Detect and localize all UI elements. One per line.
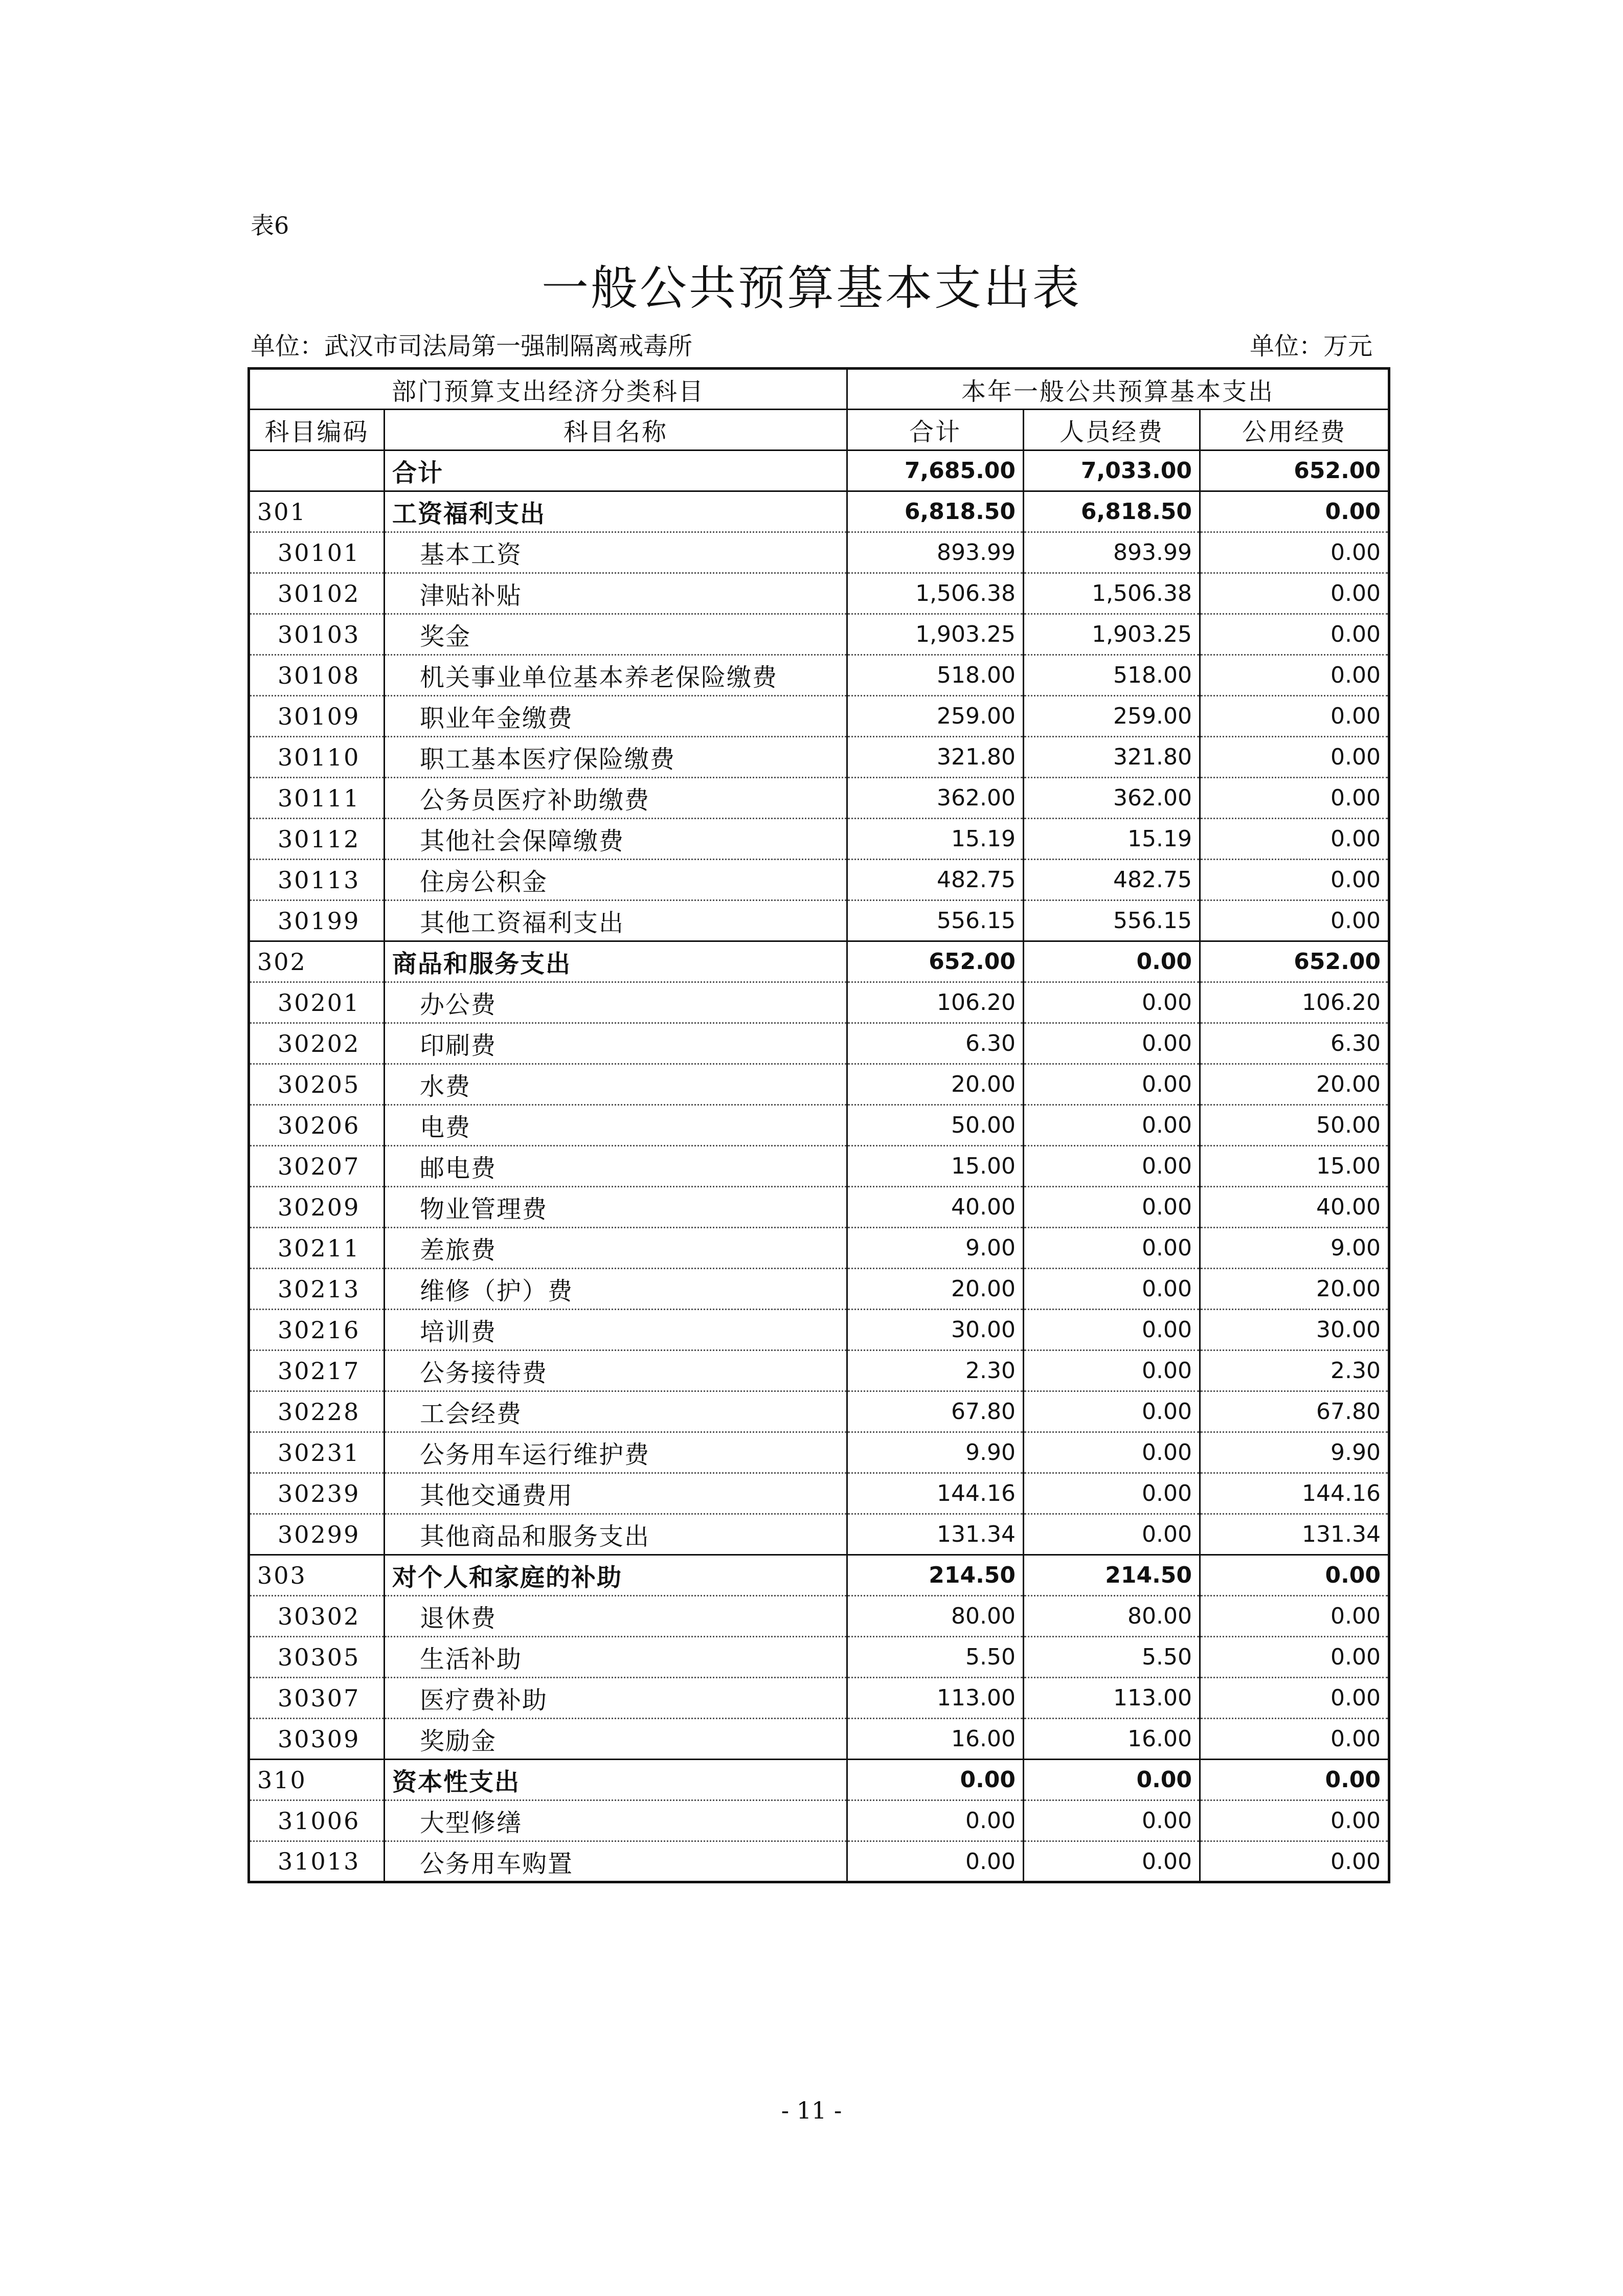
public-cell: 0.00 (1200, 1760, 1389, 1800)
personnel-cell: 518.00 (1024, 655, 1200, 696)
code-cell: 302 (249, 941, 385, 982)
name-cell: 商品和服务支出 (385, 941, 847, 982)
public-cell: 0.00 (1200, 1555, 1389, 1596)
name-cell: 其他交通费用 (385, 1473, 847, 1514)
name-cell: 公务接待费 (385, 1350, 847, 1391)
total-cell: 15.19 (847, 819, 1024, 860)
total-cell: 0.00 (847, 1760, 1024, 1800)
code-cell: 30109 (249, 696, 385, 737)
total-cell: 6,818.50 (847, 491, 1024, 532)
personnel-cell: 0.00 (1024, 1269, 1200, 1310)
table-row (249, 1350, 1389, 1391)
personnel-cell: 482.75 (1024, 860, 1200, 901)
code-cell: 30302 (249, 1596, 385, 1637)
total-cell: 20.00 (847, 1269, 1024, 1310)
code-cell: 30209 (249, 1187, 385, 1228)
table-row (249, 1391, 1389, 1432)
total-cell: 9.90 (847, 1432, 1024, 1473)
table-row (249, 860, 1389, 901)
personnel-cell: 259.00 (1024, 696, 1200, 737)
table-row (249, 1678, 1389, 1719)
code-cell: 30299 (249, 1514, 385, 1555)
personnel-cell: 0.00 (1024, 1146, 1200, 1187)
name-cell: 生活补助 (385, 1637, 847, 1678)
personnel-cell: 214.50 (1024, 1555, 1200, 1596)
total-cell: 30.00 (847, 1310, 1024, 1350)
public-cell: 652.00 (1200, 451, 1389, 491)
organization-unit: 单位：武汉市司法局第一强制隔离戒毒所 (251, 332, 693, 361)
total-cell: 362.00 (847, 778, 1024, 819)
table-row (249, 1064, 1389, 1105)
code-cell: 30305 (249, 1637, 385, 1678)
code-cell: 30112 (249, 819, 385, 860)
code-cell: 301 (249, 491, 385, 532)
code-cell: 30101 (249, 532, 385, 573)
name-cell: 物业管理费 (385, 1187, 847, 1228)
table-row (249, 696, 1389, 737)
total-cell: 1,506.38 (847, 573, 1024, 614)
table-row (249, 1432, 1389, 1473)
table-row (249, 1310, 1389, 1350)
total-cell: 7,685.00 (847, 451, 1024, 491)
personnel-cell: 556.15 (1024, 901, 1200, 941)
name-cell: 其他商品和服务支出 (385, 1514, 847, 1555)
name-cell: 职业年金缴费 (385, 696, 847, 737)
public-cell: 0.00 (1200, 1637, 1389, 1678)
code-cell: 30201 (249, 982, 385, 1023)
total-cell: 5.50 (847, 1637, 1024, 1678)
total-cell: 67.80 (847, 1391, 1024, 1432)
table-row (249, 1105, 1389, 1146)
total-cell: 20.00 (847, 1064, 1024, 1105)
table-row (249, 778, 1389, 819)
public-cell: 0.00 (1200, 1800, 1389, 1841)
name-cell: 差旅费 (385, 1228, 847, 1269)
total-cell: 6.30 (847, 1023, 1024, 1064)
personnel-cell: 0.00 (1024, 1350, 1200, 1391)
table-row (249, 451, 1389, 491)
public-cell: 40.00 (1200, 1187, 1389, 1228)
total-cell: 9.00 (847, 1228, 1024, 1269)
name-cell: 电费 (385, 1105, 847, 1146)
name-cell: 维修（护）费 (385, 1269, 847, 1310)
total-cell: 652.00 (847, 941, 1024, 982)
table-row (249, 901, 1389, 941)
header-basic-expenditure: 本年一般公共预算基本支出 (847, 369, 1389, 410)
code-cell: 30111 (249, 778, 385, 819)
public-cell: 0.00 (1200, 819, 1389, 860)
total-cell: 0.00 (847, 1841, 1024, 1882)
personnel-cell: 5.50 (1024, 1637, 1200, 1678)
public-cell: 2.30 (1200, 1350, 1389, 1391)
public-cell: 0.00 (1200, 1678, 1389, 1719)
table-row (249, 982, 1389, 1023)
total-cell: 2.30 (847, 1350, 1024, 1391)
personnel-cell: 0.00 (1024, 1391, 1200, 1432)
total-cell: 80.00 (847, 1596, 1024, 1637)
name-cell: 基本工资 (385, 532, 847, 573)
code-cell: 30202 (249, 1023, 385, 1064)
public-cell: 144.16 (1200, 1473, 1389, 1514)
header-column-row (249, 410, 1389, 451)
name-cell: 办公费 (385, 982, 847, 1023)
code-cell: 30231 (249, 1432, 385, 1473)
code-cell: 30199 (249, 901, 385, 941)
personnel-cell: 0.00 (1024, 982, 1200, 1023)
code-cell: 30309 (249, 1719, 385, 1760)
public-cell: 0.00 (1200, 778, 1389, 819)
name-cell: 医疗费补助 (385, 1678, 847, 1719)
table-row (249, 1555, 1389, 1596)
code-cell: 30228 (249, 1391, 385, 1432)
personnel-cell: 7,033.00 (1024, 451, 1200, 491)
total-cell: 113.00 (847, 1678, 1024, 1719)
table-row (249, 655, 1389, 696)
personnel-cell: 15.19 (1024, 819, 1200, 860)
personnel-cell: 0.00 (1024, 1105, 1200, 1146)
personnel-cell: 0.00 (1024, 1064, 1200, 1105)
total-cell: 40.00 (847, 1187, 1024, 1228)
table-row (249, 1800, 1389, 1841)
total-cell: 15.00 (847, 1146, 1024, 1187)
total-cell: 106.20 (847, 982, 1024, 1023)
personnel-cell: 1,506.38 (1024, 573, 1200, 614)
name-cell: 邮电费 (385, 1146, 847, 1187)
total-cell: 556.15 (847, 901, 1024, 941)
total-cell: 321.80 (847, 737, 1024, 778)
public-cell: 0.00 (1200, 655, 1389, 696)
code-cell: 30205 (249, 1064, 385, 1105)
total-cell: 131.34 (847, 1514, 1024, 1555)
table-row (249, 1514, 1389, 1555)
public-cell: 20.00 (1200, 1269, 1389, 1310)
name-cell: 资本性支出 (385, 1760, 847, 1800)
table-row (249, 941, 1389, 982)
total-cell: 50.00 (847, 1105, 1024, 1146)
header-personnel: 人员经费 (1024, 410, 1200, 451)
personnel-cell: 1,903.25 (1024, 614, 1200, 655)
budget-table (247, 367, 1390, 1883)
name-cell: 公务员医疗补助缴费 (385, 778, 847, 819)
table-row (249, 1023, 1389, 1064)
page-number: - 11 - (781, 2097, 842, 2124)
public-cell: 0.00 (1200, 573, 1389, 614)
table-row (249, 1719, 1389, 1760)
table-header (249, 369, 1389, 451)
public-cell: 0.00 (1200, 901, 1389, 941)
total-cell: 893.99 (847, 532, 1024, 573)
public-cell: 0.00 (1200, 1841, 1389, 1882)
name-cell: 其他工资福利支出 (385, 901, 847, 941)
table-row (249, 614, 1389, 655)
name-cell: 印刷费 (385, 1023, 847, 1064)
name-cell: 公务用车运行维护费 (385, 1432, 847, 1473)
personnel-cell: 362.00 (1024, 778, 1200, 819)
table-row (249, 1269, 1389, 1310)
name-cell: 机关事业单位基本养老保险缴费 (385, 655, 847, 696)
public-cell: 0.00 (1200, 1596, 1389, 1637)
personnel-cell: 0.00 (1024, 1473, 1200, 1514)
total-cell: 518.00 (847, 655, 1024, 696)
table-row (249, 737, 1389, 778)
header-classification: 部门预算支出经济分类科目 (249, 369, 847, 410)
currency-unit: 单位：万元 (1249, 332, 1372, 361)
code-cell: 30103 (249, 614, 385, 655)
total-cell: 144.16 (847, 1473, 1024, 1514)
table-body (249, 451, 1389, 1882)
name-cell: 大型修缮 (385, 1800, 847, 1841)
table-row (249, 1146, 1389, 1187)
header-name: 科目名称 (385, 410, 847, 451)
total-cell: 482.75 (847, 860, 1024, 901)
page-title: 一般公共预算基本支出表 (541, 261, 1081, 316)
code-cell: 30213 (249, 1269, 385, 1310)
total-cell: 0.00 (847, 1800, 1024, 1841)
name-cell: 工资福利支出 (385, 491, 847, 532)
name-cell: 公务用车购置 (385, 1841, 847, 1882)
code-cell: 30216 (249, 1310, 385, 1350)
public-cell: 0.00 (1200, 737, 1389, 778)
code-cell (249, 451, 385, 491)
header-public: 公用经费 (1200, 410, 1389, 451)
public-cell: 0.00 (1200, 696, 1389, 737)
code-cell: 30211 (249, 1228, 385, 1269)
public-cell: 0.00 (1200, 614, 1389, 655)
public-cell: 0.00 (1200, 491, 1389, 532)
public-cell: 652.00 (1200, 941, 1389, 982)
table-row (249, 1841, 1389, 1882)
personnel-cell: 321.80 (1024, 737, 1200, 778)
personnel-cell: 893.99 (1024, 532, 1200, 573)
name-cell: 其他社会保障缴费 (385, 819, 847, 860)
name-cell: 住房公积金 (385, 860, 847, 901)
personnel-cell: 0.00 (1024, 1432, 1200, 1473)
code-cell: 30102 (249, 573, 385, 614)
personnel-cell: 0.00 (1024, 1228, 1200, 1269)
table-row (249, 819, 1389, 860)
code-cell: 31006 (249, 1800, 385, 1841)
header-total: 合计 (847, 410, 1024, 451)
public-cell: 106.20 (1200, 982, 1389, 1023)
header-code: 科目编码 (249, 410, 385, 451)
public-cell: 9.90 (1200, 1432, 1389, 1473)
personnel-cell: 80.00 (1024, 1596, 1200, 1637)
code-cell: 30207 (249, 1146, 385, 1187)
table-row (249, 491, 1389, 532)
code-cell: 310 (249, 1760, 385, 1800)
table-row (249, 1637, 1389, 1678)
personnel-cell: 0.00 (1024, 1310, 1200, 1350)
code-cell: 30113 (249, 860, 385, 901)
public-cell: 67.80 (1200, 1391, 1389, 1432)
personnel-cell: 0.00 (1024, 941, 1200, 982)
table-row (249, 1760, 1389, 1800)
code-cell: 30108 (249, 655, 385, 696)
name-cell: 水费 (385, 1064, 847, 1105)
name-cell: 对个人和家庭的补助 (385, 1555, 847, 1596)
table-row (249, 1596, 1389, 1637)
code-cell: 30217 (249, 1350, 385, 1391)
header-group-row (249, 369, 1389, 410)
personnel-cell: 0.00 (1024, 1841, 1200, 1882)
total-cell: 1,903.25 (847, 614, 1024, 655)
personnel-cell: 0.00 (1024, 1514, 1200, 1555)
name-cell: 奖励金 (385, 1719, 847, 1760)
total-cell: 16.00 (847, 1719, 1024, 1760)
table-number-label: 表6 (251, 212, 289, 239)
public-cell: 9.00 (1200, 1228, 1389, 1269)
public-cell: 0.00 (1200, 532, 1389, 573)
name-cell: 合计 (385, 451, 847, 491)
personnel-cell: 0.00 (1024, 1760, 1200, 1800)
table-row (249, 573, 1389, 614)
public-cell: 20.00 (1200, 1064, 1389, 1105)
public-cell: 6.30 (1200, 1023, 1389, 1064)
personnel-cell: 0.00 (1024, 1187, 1200, 1228)
code-cell: 30110 (249, 737, 385, 778)
public-cell: 0.00 (1200, 1719, 1389, 1760)
name-cell: 退休费 (385, 1596, 847, 1637)
name-cell: 奖金 (385, 614, 847, 655)
table-row (249, 1473, 1389, 1514)
code-cell: 30206 (249, 1105, 385, 1146)
public-cell: 30.00 (1200, 1310, 1389, 1350)
code-cell: 30239 (249, 1473, 385, 1514)
personnel-cell: 0.00 (1024, 1800, 1200, 1841)
total-cell: 259.00 (847, 696, 1024, 737)
personnel-cell: 6,818.50 (1024, 491, 1200, 532)
table-row (249, 1187, 1389, 1228)
public-cell: 0.00 (1200, 860, 1389, 901)
personnel-cell: 16.00 (1024, 1719, 1200, 1760)
name-cell: 工会经费 (385, 1391, 847, 1432)
public-cell: 50.00 (1200, 1105, 1389, 1146)
public-cell: 131.34 (1200, 1514, 1389, 1555)
table-row (249, 532, 1389, 573)
total-cell: 214.50 (847, 1555, 1024, 1596)
name-cell: 培训费 (385, 1310, 847, 1350)
public-cell: 15.00 (1200, 1146, 1389, 1187)
personnel-cell: 113.00 (1024, 1678, 1200, 1719)
code-cell: 31013 (249, 1841, 385, 1882)
name-cell: 职工基本医疗保险缴费 (385, 737, 847, 778)
code-cell: 303 (249, 1555, 385, 1596)
personnel-cell: 0.00 (1024, 1023, 1200, 1064)
table-row (249, 1228, 1389, 1269)
code-cell: 30307 (249, 1678, 385, 1719)
name-cell: 津贴补贴 (385, 573, 847, 614)
